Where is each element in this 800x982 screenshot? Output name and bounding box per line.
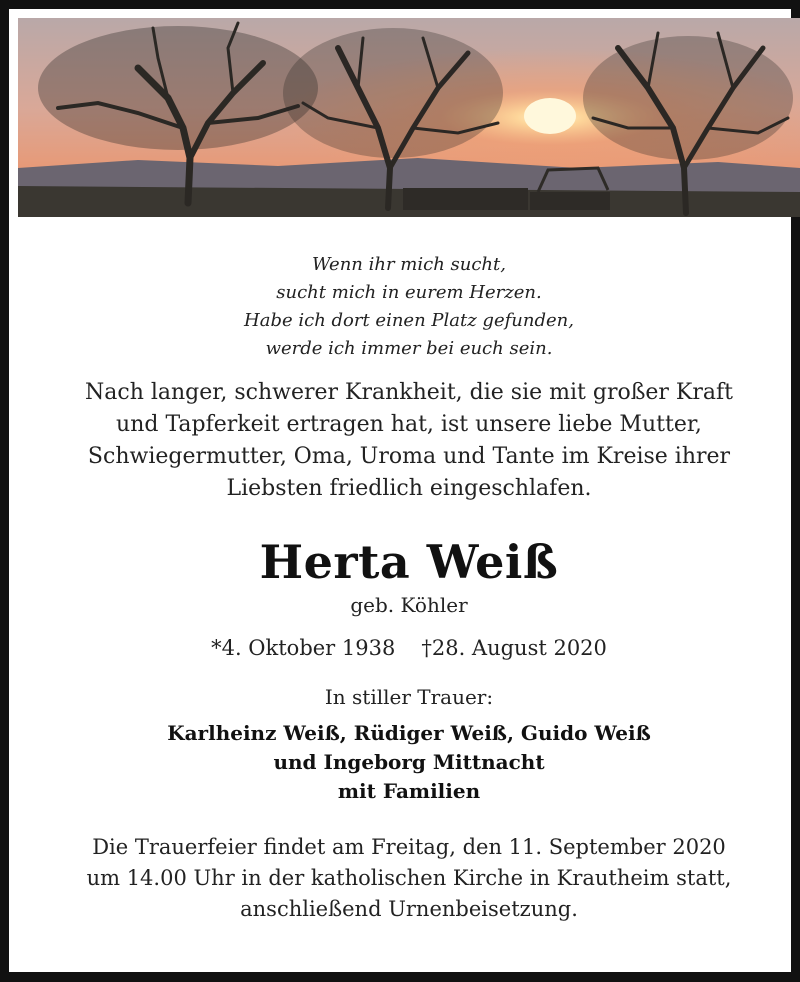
mourners-line: Karlheinz Weiß, Rüdiger Weiß, Guido Weiß — [167, 721, 651, 745]
poem-line: Habe ich dort einen Platz gefunden, — [244, 310, 574, 331]
death-date: †28. August 2020 — [421, 636, 607, 660]
poem — [18, 251, 800, 363]
funeral-line: anschließend Urnenbeisetzung. — [240, 897, 578, 921]
maiden-name: geb. Köhler — [350, 593, 468, 617]
poem-line: sucht mich in eurem Herzen. — [276, 282, 542, 303]
funeral-line: um 14.00 Uhr in der katholischen Kirche in Krautheim statt, — [86, 866, 732, 890]
mourners-list — [18, 719, 800, 806]
poem-line: werde ich immer bei euch sein. — [265, 338, 553, 359]
birth-date: *4. Oktober 1938 — [211, 636, 396, 660]
deceased-name: Herta Weiß — [259, 535, 559, 589]
intro-line: Schwiegermutter, Oma, Uroma und Tante im Kreise ihrer — [87, 444, 731, 469]
intro-paragraph — [18, 377, 800, 505]
mourners-line: und Ingeborg Mittnacht — [273, 750, 545, 774]
mourning-heading: In stiller Trauer: — [324, 685, 494, 709]
funeral-line: Die Trauerfeier findet am Freitag, den 11. September 2020 — [92, 835, 726, 859]
poem-line: Wenn ihr mich sucht, — [312, 254, 506, 275]
sunset-trees-photo — [18, 18, 800, 217]
intro-line: Liebsten friedlich eingeschlafen. — [226, 476, 592, 501]
life-dates — [18, 633, 800, 663]
obituary-text — [18, 217, 800, 925]
intro-line: und Tapferkeit ertragen hat, ist unsere liebe Mutter, — [116, 412, 702, 437]
funeral-notice — [18, 832, 800, 925]
mourners-line: mit Familien — [337, 779, 481, 803]
intro-line: Nach langer, schwerer Krankheit, die sie mit großer Kraft — [85, 380, 733, 405]
